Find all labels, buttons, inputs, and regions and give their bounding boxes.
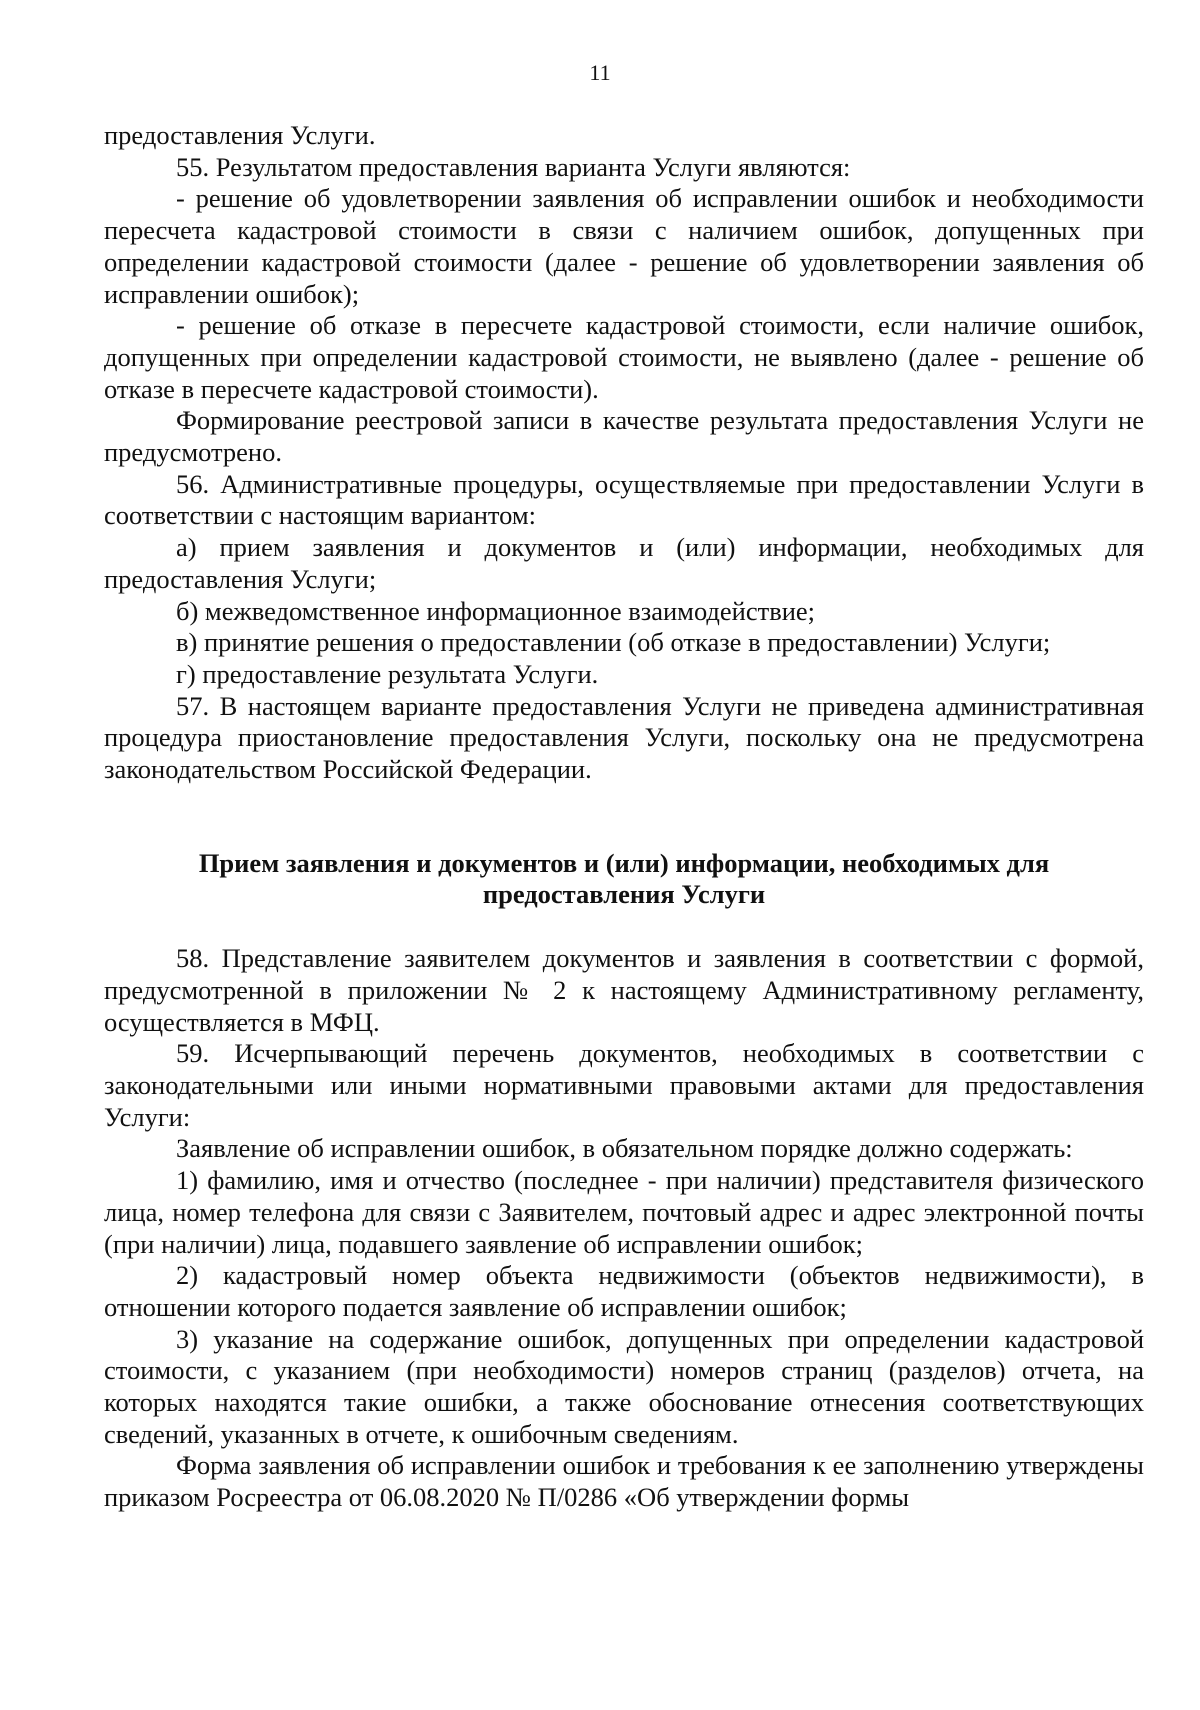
paragraph-dash-item: - решение об удовлетворении заявления об исправлении ошибок и необходимости пересчета кадастровой стоимости в связи с наличием ошибок, допущенных при определении кадастровой стоимости (далее - решение об удовлетворении заявления об исправлении ошибок); (104, 183, 1144, 309)
paragraph: Заявление об исправлении ошибок, в обязательном порядке должно содержать: (176, 1133, 1073, 1164)
paragraph: Формирование реестровой записи в качестве результата предоставления Услуги не предусмотрено. (104, 405, 1144, 468)
document-body (104, 120, 1144, 1514)
paragraph-list-item: 2) кадастровый номер объекта недвижимости (объектов недвижимости), в отношении которого подается заявление об исправлении ошибок; (104, 1260, 1144, 1322)
paragraph-item-57: 57. В настоящем варианте предоставления Услуги не приведена административная процедура приостановление предоставления Услуги, поскольку она не предусмотрена законодательством Российской Федерации. (104, 690, 1144, 785)
paragraph-list-item: в) принятие решения о предоставлении (об отказе в предоставлении) Услуги; (176, 627, 1051, 658)
paragraph-list-item: 1) фамилию, имя и отчество (последнее - при наличии) представителя физического лица, номер телефона для связи с Заявителем, почтовый адрес и адрес электронной почты (при наличии) лица, подавшего заявление об исправлении ошибок; (104, 1165, 1144, 1259)
paragraph-item-59: 59. Исчерпывающий перечень документов, необходимых в соответствии с законодательными или иными нормативными правовыми актами для предоставления Услуги: (104, 1038, 1144, 1132)
section-heading: Прием заявления и документов и (или) информации, необходимых для предоставления Услуги (198, 847, 1050, 910)
paragraph-item-56: 56. Административные процедуры, осуществляемые при предоставлении Услуги в соответствии с настоящим вариантом: (104, 468, 1144, 531)
paragraph: Форма заявления об исправлении ошибок и требования к ее заполнению утверждены приказом Росреестра от 06.08.2020 № П/0286 «Об утверждении формы (104, 1450, 1144, 1513)
paragraph-list-item: 3) указание на содержание ошибок, допущенных при определении кадастровой стоимости, с указанием (при необходимости) номеров страниц (разделов) отчета, на которых находятся такие ошибки, а также обоснование отнесения соответствующих сведений, указанных в отчете, к ошибочным сведениям. (104, 1323, 1144, 1449)
page-number: 11 (589, 60, 611, 85)
paragraph-dash-item: - решение об отказе в пересчете кадастровой стоимости, если наличие ошибок, допущенных при определении кадастровой стоимости, не выявлено (далее - решение об отказе в пересчете кадастровой стоимости). (104, 310, 1144, 404)
paragraph-list-item: б) межведомственное информационное взаимодействие; (176, 595, 816, 626)
paragraph: предоставления Услуги. (104, 120, 376, 150)
paragraph-item-58: 58. Представление заявителем документов и заявления в соответствии с формой, предусмотренной в приложении № 2 к настоящему Административному регламенту, осуществляется в МФЦ. (104, 943, 1144, 1037)
paragraph-item-55: 55. Результатом предоставления варианта Услуги являются: (176, 151, 851, 182)
paragraph-list-item: г) предоставление результата Услуги. (176, 658, 599, 689)
paragraph-list-item: а) прием заявления и документов и (или) информации, необходимых для предоставления Услуги; (104, 532, 1144, 594)
